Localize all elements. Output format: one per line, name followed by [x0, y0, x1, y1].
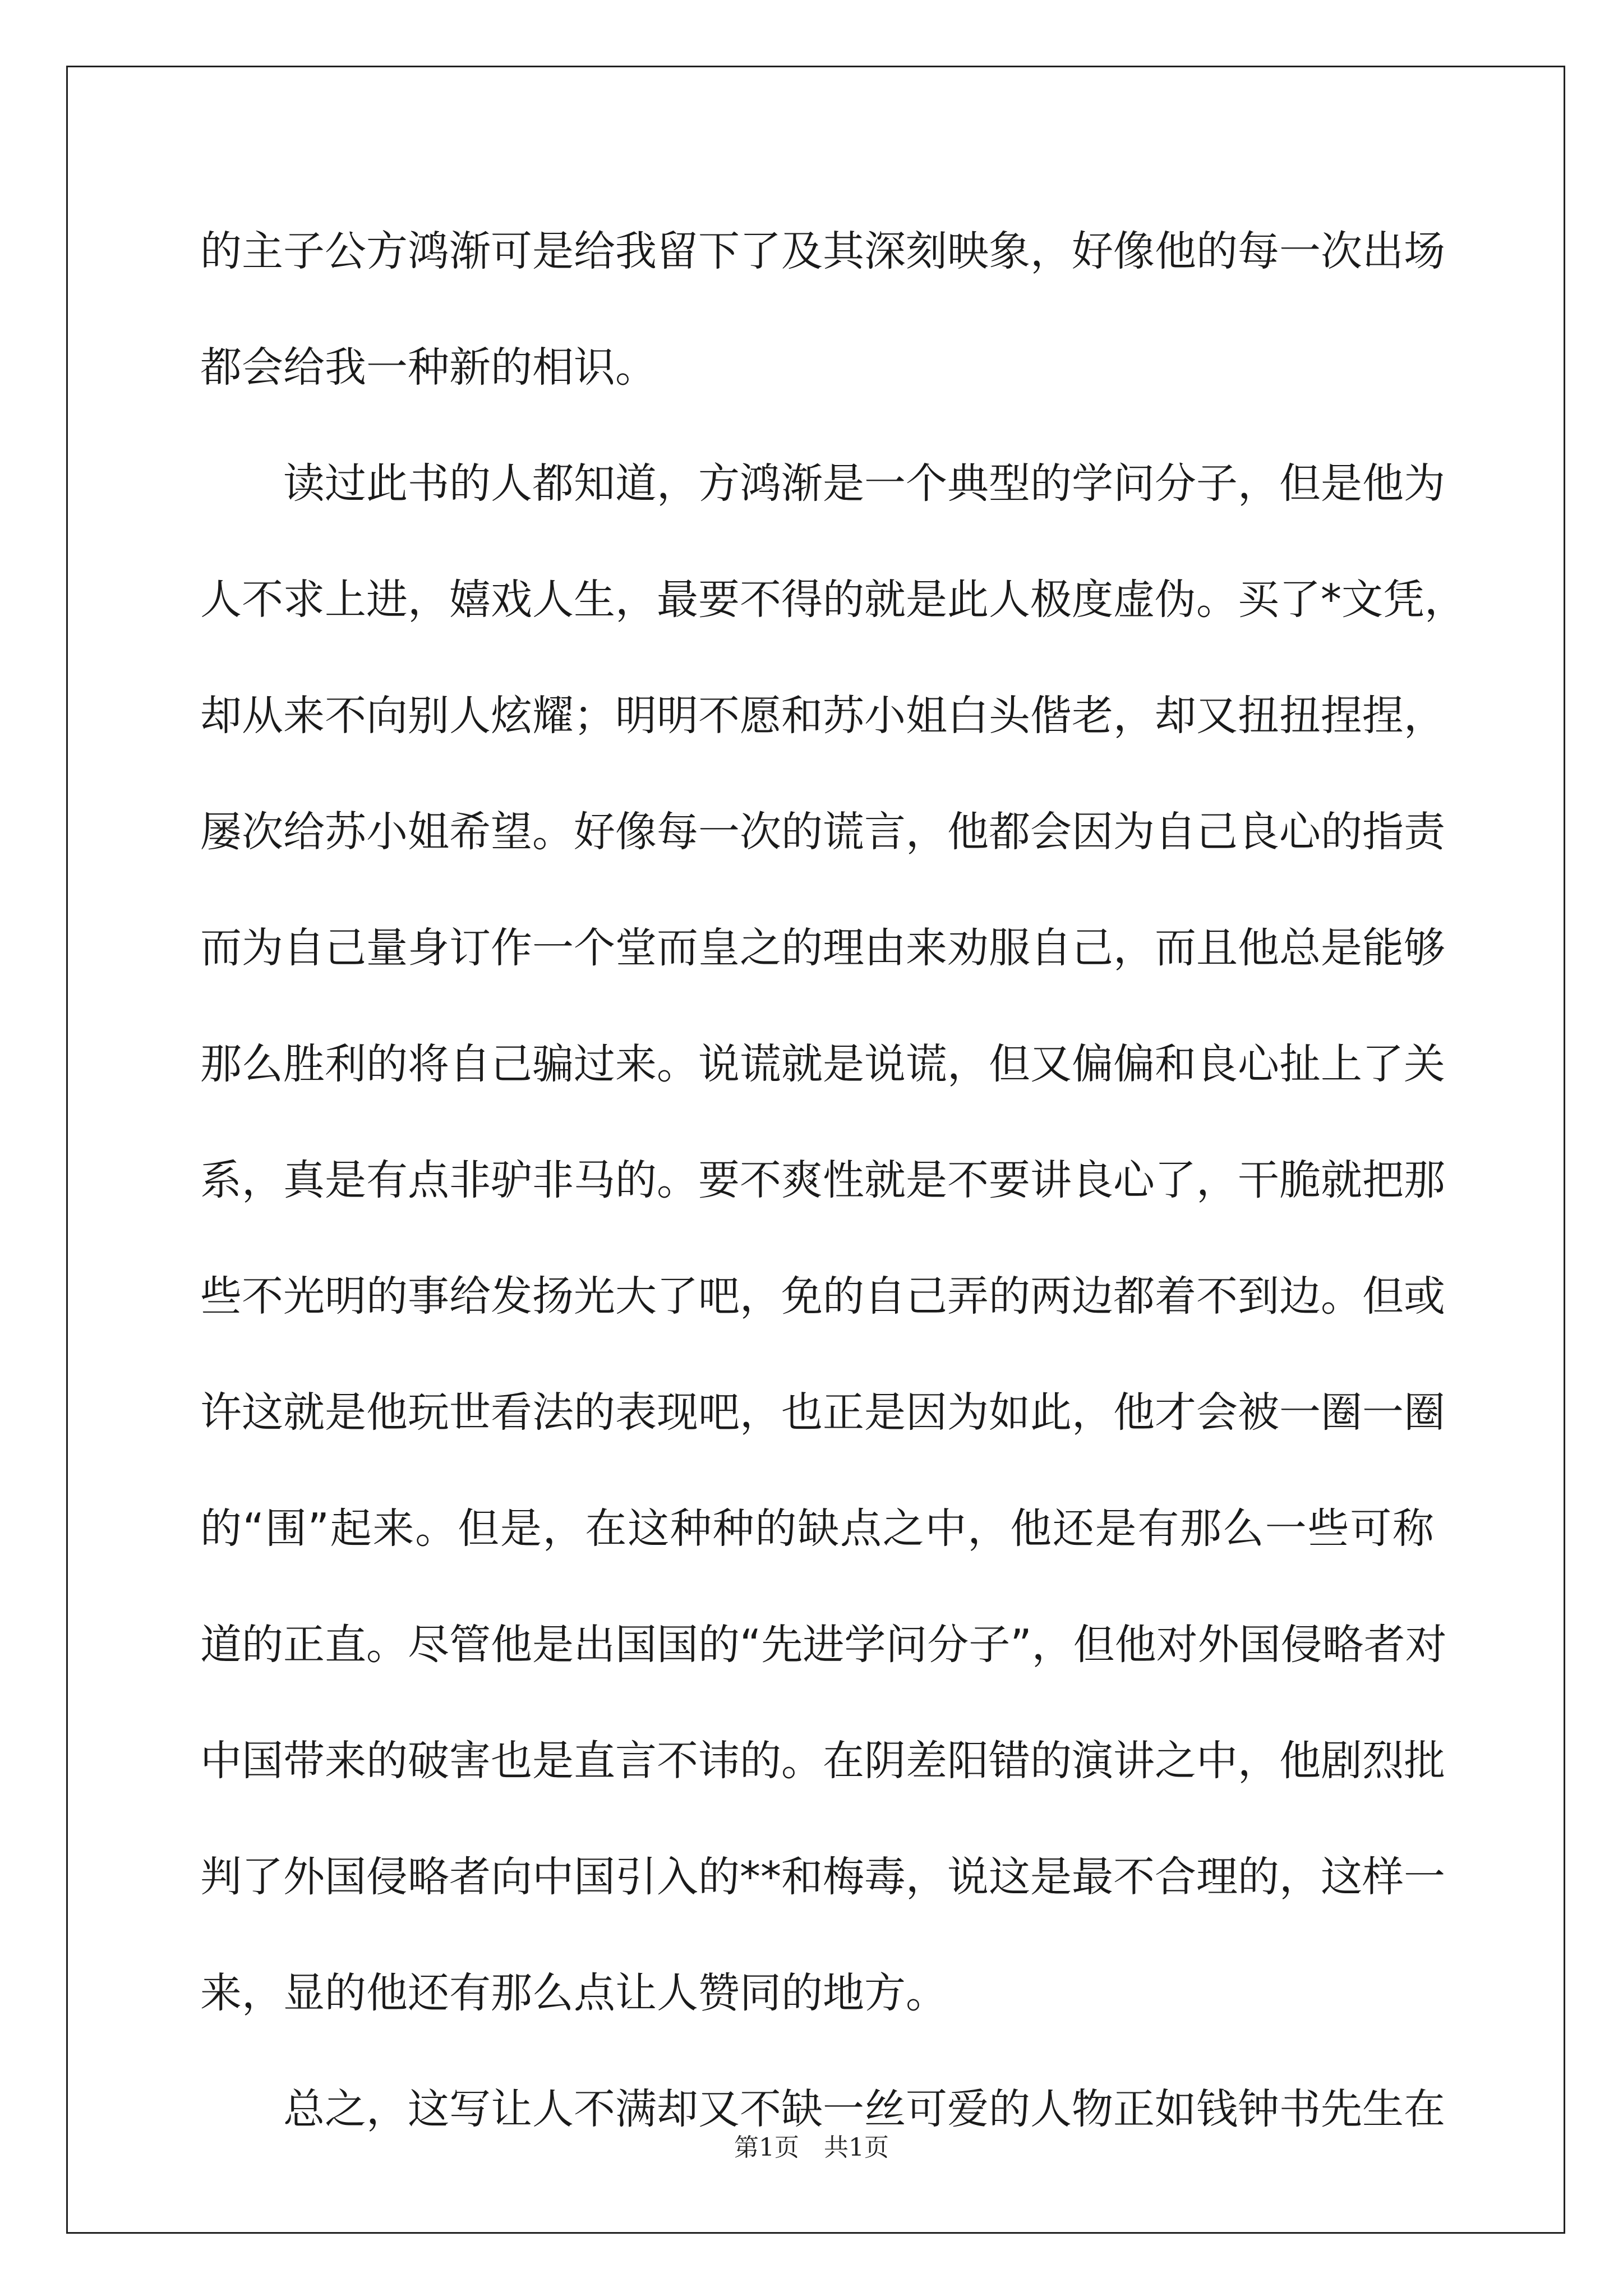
- text-line: 那么胜利的将自己骗过来。说谎就是说谎，但又偏偏和良心扯上了关: [200, 1040, 1445, 1088]
- text-line: 来，显的他还有那么点让人赞同的地方。: [200, 1969, 947, 2017]
- page-number: 第1页 共1页: [734, 2133, 889, 2162]
- text-line: 些不光明的事给发扬光大了吧，免的自己弄的两边都着不到边。但或: [200, 1272, 1445, 1320]
- text-line: 却从来不向别人炫耀；明明不愿和苏小姐白头偕老，却又扭扭捏捏，: [200, 692, 1445, 740]
- text-line: 的“围”起来。但是，在这种种的缺点之中，他还是有那么一些可称: [200, 1504, 1434, 1553]
- text-line: 的主子公方鸿渐可是给我留下了及其深刻映象，好像他的每一次出场: [200, 227, 1445, 275]
- text-line: 读过此书的人都知道，方鸿渐是一个典型的学问分子，但是他为: [283, 459, 1445, 508]
- text-line: 系，真是有点非驴非马的。要不爽性就是不要讲良心了，干脆就把那: [200, 1156, 1445, 1204]
- text-line: 许这就是他玩世看法的表现吧，也正是因为如此，他才会被一圈一圈: [200, 1388, 1445, 1437]
- text-line: 判了外国侵略者向中国引入的**和梅毒，说这是最不合理的，这样一: [200, 1853, 1445, 1901]
- text-line: 人不求上进，嬉戏人生，最要不得的就是此人极度虚伪。买了*文凭，: [200, 576, 1466, 624]
- text-line: 道的正直。尽管他是出国国的“先进学问分子”，但他对外国侵略者对: [200, 1621, 1447, 1669]
- text-line: 屡次给苏小姐希望。好像每一次的谎言，他都会因为自己良心的指责: [200, 808, 1445, 856]
- text-line: 都会给我一种新的相识。: [200, 343, 657, 392]
- text-line: 而为自己量身订作一个堂而皇之的理由来劝服自己，而且他总是能够: [200, 924, 1445, 972]
- text-line: 中国带来的破害也是直言不讳的。在阴差阳错的演讲之中，他剧烈批: [200, 1737, 1445, 1785]
- document-body: [200, 194, 1466, 2168]
- text-line: 总之，这写让人不满却又不缺一丝可爱的人物正如钱钟书先生在: [283, 2085, 1445, 2133]
